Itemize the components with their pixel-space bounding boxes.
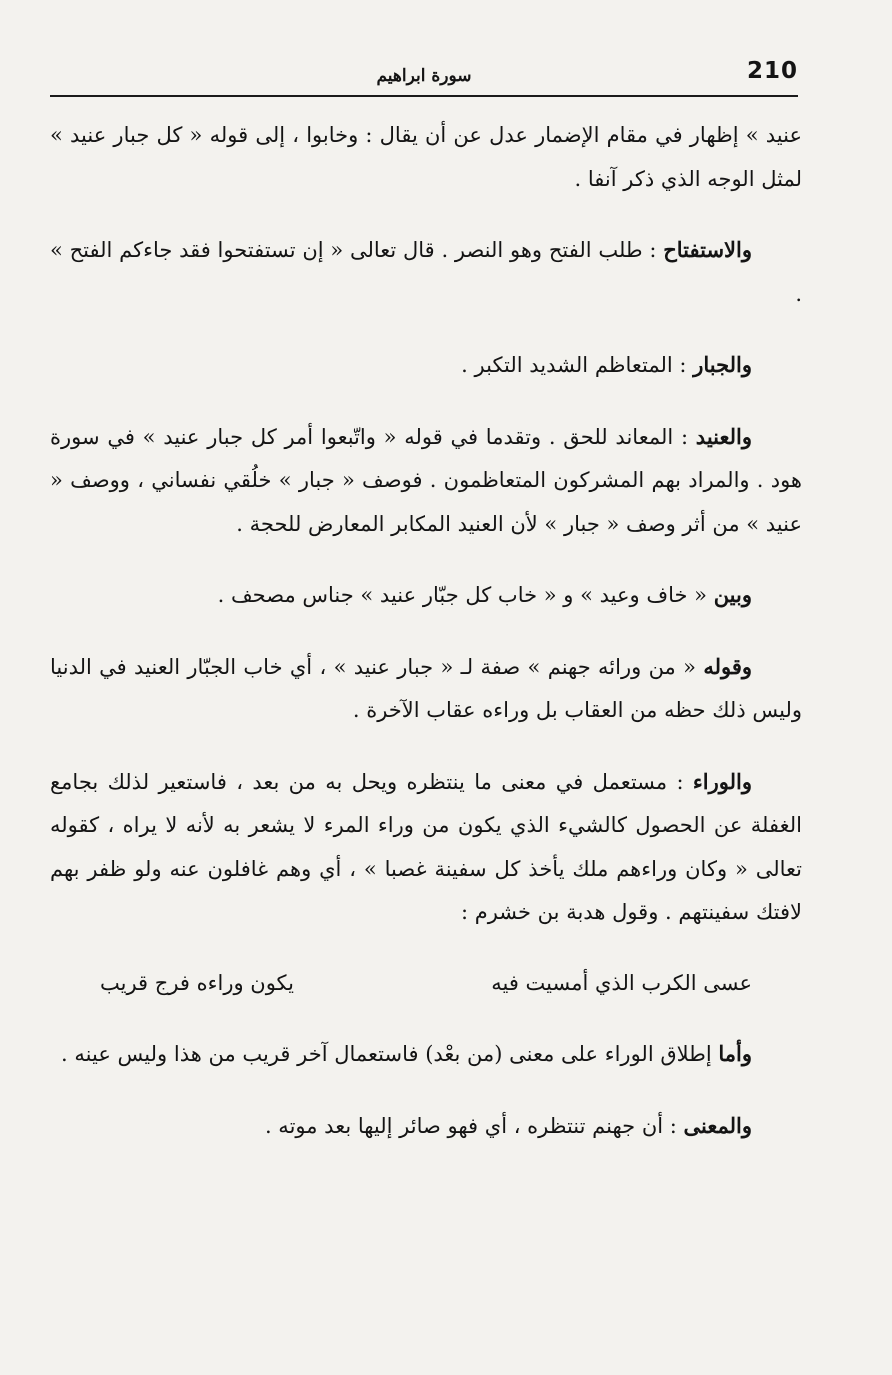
paragraph-text: : المتعاظم الشديد التكبر . — [461, 353, 694, 377]
paragraph-lead: والمعنى — [683, 1112, 752, 1138]
paragraph-lead: والجبار — [693, 352, 752, 377]
verse-second-hemistich: يكون وراءه فرج قريب — [100, 970, 295, 995]
paragraph-text: : المعاند للحق . وتقدما في قوله « واتّبعوا أمر كل جبار عنيد » في سورة هود . والمراد بهم المشركون المتعاظمون . فوصف « جبار » خلُقي نفساني ، ووصف « عنيد » من أثر وصف « جبار » لأن العنيد المكابر المعارض للحجة . — [50, 424, 802, 536]
paragraph-lead: والوراء — [692, 768, 752, 794]
paragraph-wara — [50, 760, 802, 935]
paragraph-text: « خاف وعيد » و « خاب كل جبّار عنيد » جناس مصحف . — [217, 583, 714, 607]
paragraph-lead: والعنيد — [695, 423, 752, 449]
header-divider — [50, 95, 798, 97]
paragraph-jinas — [50, 573, 802, 618]
paragraph-text: إطلاق الوراء على معنى (من بعْد) فاستعمال آخر قريب من هذا وليس عينه . — [61, 1042, 719, 1066]
paragraph-lead: وأما — [718, 1041, 752, 1066]
verse-first-hemistich: عسى الكرب الذي أمسيت فيه — [491, 970, 752, 995]
page-header — [50, 58, 798, 98]
paragraph-istiftah — [50, 228, 802, 316]
paragraph-lead: وقوله — [703, 653, 752, 679]
paragraph-text: عنيد » إظهار في مقام الإضمار عدل عن أن يقال : وخابوا ، إلى قوله « كل جبار عنيد » لمثل الوجه الذي ذكر آنفا . — [50, 123, 802, 191]
paragraph-text: : مستعمل في معنى ما ينتظره ويحل به من بعد ، فاستعير لذلك بجامع الغفلة عن الحصول كالشيء الذي يكون من وراء المرء لا يشعر به لأنه لا يراه ، كقوله تعالى « وكان وراءهم ملك يأخذ كل سفينة غصبا » ، أي وهم غافلون عنه ولو ظفر بهم لافتك سفينتهم . وقول هدبة بن خشرم : — [50, 769, 802, 924]
paragraph-lead: وبين — [713, 582, 752, 607]
page-number: 210 — [746, 58, 798, 84]
paragraph-text: : أن جهنم تنتظره ، أي فهو صائر إليها بعد موته . — [264, 1113, 684, 1138]
paragraph-anid — [50, 415, 802, 547]
paragraph-text: : طلب الفتح وهو النصر . قال تعالى « إن تستفتحوا فقد جاءكم الفتح » . — [50, 238, 802, 306]
running-title: سورة ابراهيم — [376, 66, 472, 86]
paragraph-lead: والاستفتاح — [663, 237, 752, 262]
paragraph-qawluhu — [50, 645, 802, 733]
body-text — [50, 114, 802, 1175]
paragraph-jabbar — [50, 343, 802, 388]
poetry-verse — [50, 962, 802, 1006]
paragraph-amma — [50, 1032, 802, 1077]
paragraph-maana — [50, 1104, 802, 1149]
paragraph-continuation — [50, 114, 802, 201]
paragraph-text: « من ورائه جهنم » صفة لـ « جبار عنيد » ، أي خاب الجبّار العنيد في الدنيا وليس ذلك حظه من العقاب بل وراءه عقاب الآخرة . — [50, 654, 802, 722]
